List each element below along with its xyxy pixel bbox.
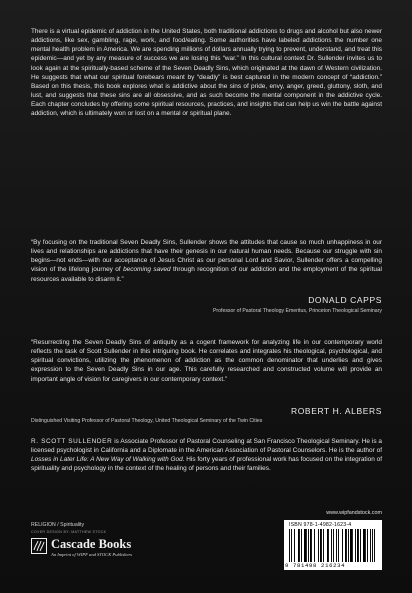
barcode-bar [291,529,292,562]
barcode-bar [350,529,353,562]
barcode-bar [372,529,373,562]
endorsement-quote-capps [31,238,382,284]
endorsement-emphasis: becoming saved [123,266,171,274]
barcode-bar [323,529,324,562]
barcode-bar [327,529,329,562]
barcode-bar [348,529,349,562]
publisher-text [51,538,132,557]
barcode-bar [367,529,368,562]
barcode-bar [374,529,375,562]
isbn-barcode-panel [284,520,382,570]
barcode-bar [314,529,315,562]
barcode-bar [357,529,359,562]
barcode-bar [360,529,361,562]
endorser-title-capps: Professor of Pastoral Theology Emeritus, Princeton Theological Seminary [212,308,382,314]
barcode-bar [336,529,337,562]
endorsement-quote-part: through recognition of our addiction and the employment of the spiritual resources available to disarm it.” [31,266,382,283]
barcode-image [289,529,377,562]
barcode-bar [363,529,366,562]
book-description: There is a virtual epidemic of addiction in the United States, both traditional addictions to drugs and alcohol but also newer addictions, like sex, gambling, rage, work, and food/eating. Some authorities have labeled addictions the number one mental health problem in America. We are spending millions of dollars annually trying to prevent, understand, and treat this epidemic—and yet by any measure of success we are losing this “war.” In this cultural context Dr. Sullender invites us to look again at the spiritually-based scheme of the Seven Deadly Sins, which originated at the dawn of Western civilization. He suggests that what our spiritual forebears meant by “deadly” is best captured in the modern concept of “addiction.” Based on this thesis, this book explores what is addictive about the sins of pride, envy, anger, greed, gluttony, sloth, and lust, and suggests that these sins are all obsessive, and as such become the mental component in the addictive cycle. Each chapter concludes by offering some spiritual resources, practices, and insights that can help us win the battle against addiction, which is ultimately won or lost on a mental or spiritual plane. [31,28,382,118]
endorsement-quote-albers: “Resurrecting the Seven Deadly Sins of antiquity as a cogent framework for analyzing life in our contemporary world reflects the task of Scott Sullender in this intriguing book. He correlates and integrates his theological, psychological, and spiritual convictions, utilizing the phenomenon of addiction as the common denominator that underlies and gives expression to the Seven Deadly Sins in our age. This carefully researched and constructed volume will provide an important angle of vision for caregivers in our contemporary context.” [31,339,382,383]
cascade-waterfall-icon [31,538,47,554]
author-bio [31,437,382,474]
barcode-bar [289,529,290,562]
publisher-imprint: An Imprint of WIPF and STOCK Publishers [51,552,133,557]
author-book-title: Losses in Later Life: A New Way of Walking with God [31,456,183,464]
author-name: R. SCOTT SULLENDER [31,438,113,445]
barcode-bar [318,529,319,562]
book-category: RELIGION / Spirituality [31,522,85,528]
publisher-website: www.wipfandstock.com [326,510,382,516]
barcode-bar [294,529,295,562]
barcode-bar [308,529,309,562]
endorsement-quote-part: “By focusing on the traditional Seven Deadly Sins, Sullender shows the attitudes that cause so much unhappiness in our lives and relationships are addictions that have their genesis in our natural human needs. Because our struggle with sin begins—not ends—with our acceptance of Jesus Christ as our personal Lord and Savior, Sullender offers a compelling vision of the lifelong journey of [31,239,382,274]
barcode-bar [298,529,300,562]
endorser-name-capps: DONALD CAPPS [308,295,382,305]
publisher-name: Cascade Books [51,537,132,551]
barcode-bar [342,529,343,562]
barcode-bar [333,529,334,562]
barcode-bar [331,529,332,562]
barcode-bar [355,529,356,562]
barcode-bar [338,529,339,562]
barcode-bar [301,529,302,562]
endorser-title-albers: Distinguished Visiting Professor of Pastoral Theology, United Theological Seminary of the Twin Cities [31,418,263,424]
barcode-bar [345,529,347,562]
author-bio-text: is Associate Professor of Pastoral Counseling at San Francisco Theological Seminary. He is a licensed psychologist in California and a Diplomate in the American Association of Pastoral Counselors. He is the author of [31,438,382,455]
barcode-bar [320,529,322,562]
publisher-logo [31,538,132,557]
cover-design-credit: COVER DESIGN BY: MATTHEW STOCK [31,530,107,534]
barcode-bar [304,529,307,562]
isbn-number: ISBN 978-1-4982-1623-4 [289,522,352,528]
author-bio-text: . His forty years of professional work has focused on the integration of spirituality and psychology in the context of the healing of persons and their families. [31,456,382,473]
barcode-digits: 9 781498 216234 [285,562,346,569]
barcode-bar [370,529,371,562]
endorser-name-albers: ROBERT H. ALBERS [290,406,382,416]
barcode-bar [310,529,312,562]
